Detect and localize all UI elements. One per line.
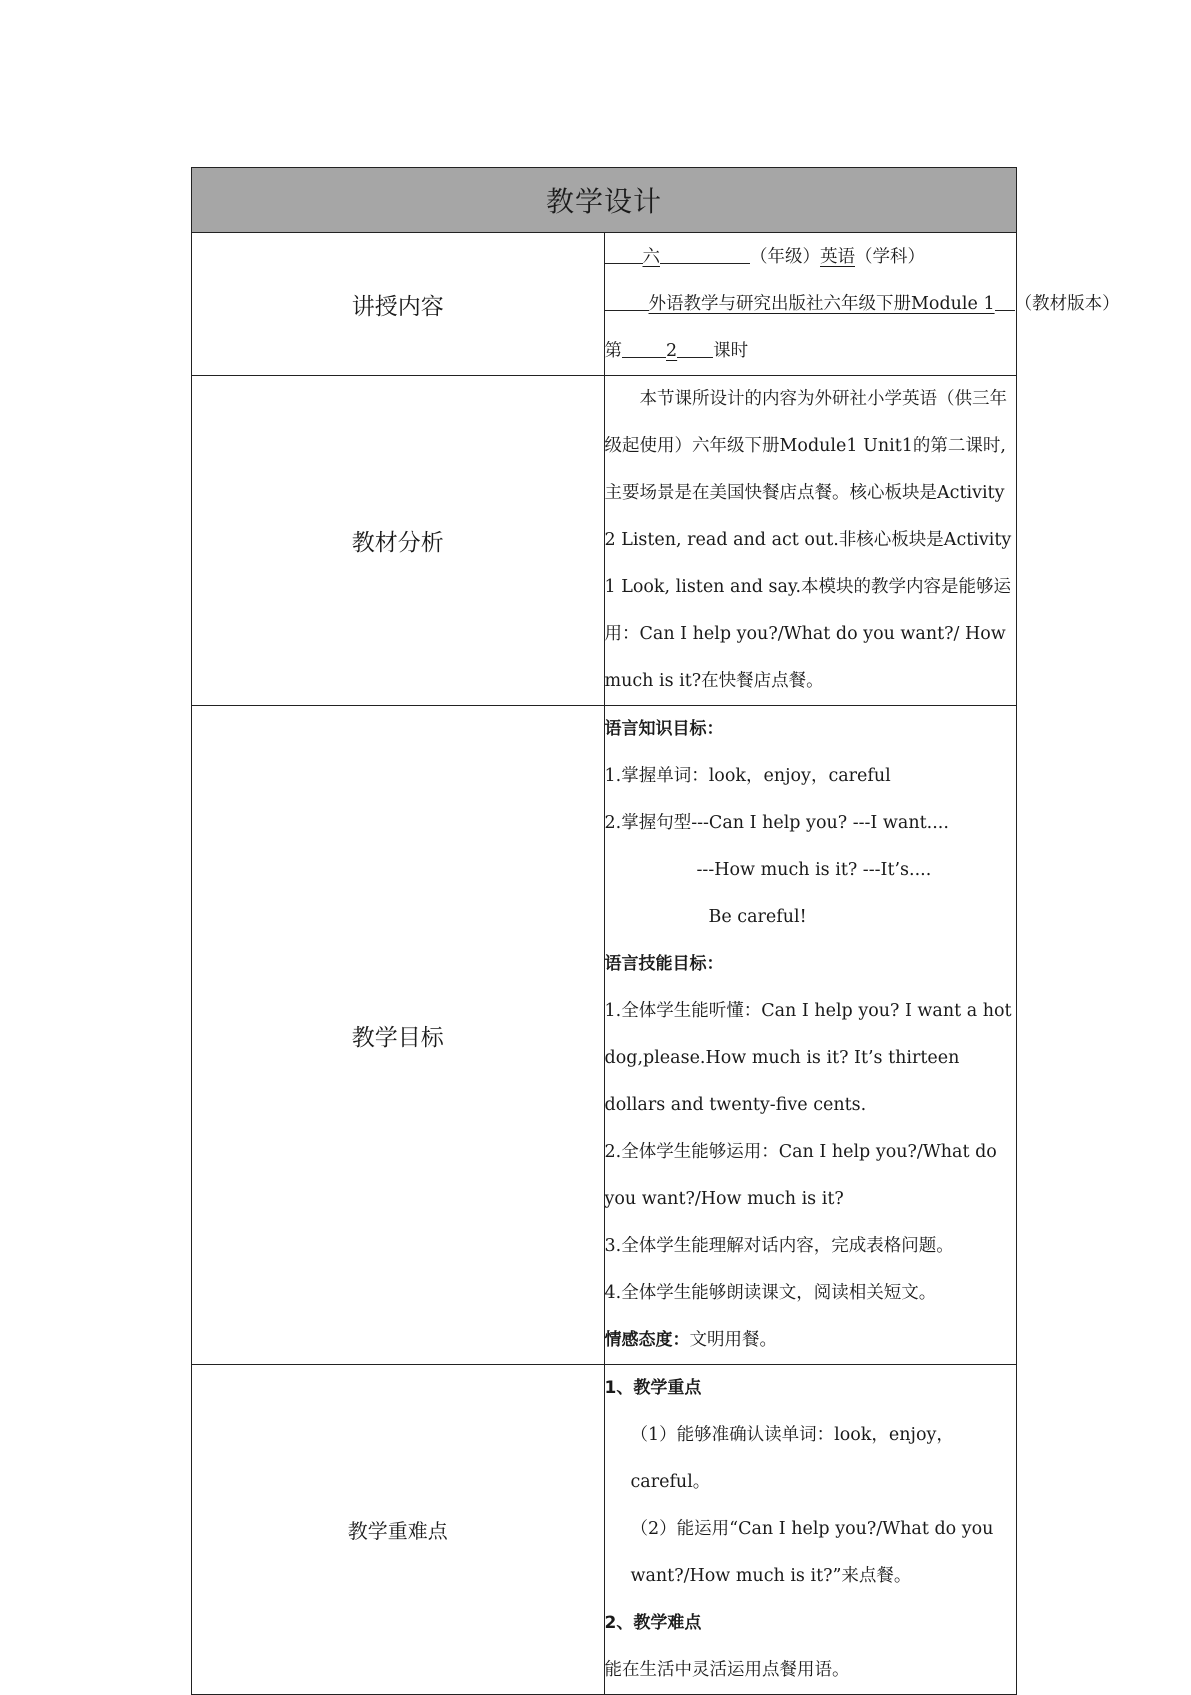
attitude-text: 文明用餐。 [689, 1330, 777, 1350]
content-cell [604, 233, 1120, 376]
lesson-plan-table [191, 167, 1120, 1695]
attitude-heading: 情感态度： [604, 1330, 690, 1350]
analysis-text: 本节课所设计的内容为外研社小学英语（供三年级起使用）六年级下册Module1 Unit1的第二课时,主要场景是在美国快餐店点餐。核心板块是Activity 2 Listen, read and act out.非核心板块是Activity 1 Look, listen and say.本模块的教学内容是能够运用：Can I help you?/What do you want?/ How much is it?在快餐店点餐。 [604, 389, 1012, 691]
skills-item-1: 1.全体学生能听懂：Can I help you? I want a hot dog,please.How much is it? It’s thirteen dollars and twenty-five cents. [604, 1001, 1012, 1115]
row-content [192, 233, 1017, 376]
lesson-number: 2 [666, 340, 678, 361]
focus-heading: 1、教学重点 [604, 1378, 702, 1398]
lesson-suffix: 课时 [713, 340, 749, 361]
row-keypoints [192, 1365, 1017, 1695]
textbook-value: 外语教学与研究出版社六年级下册Module 1 [648, 293, 995, 314]
subject-value: 英语 [820, 246, 855, 267]
row-analysis [192, 376, 1017, 706]
label-analysis: 教材分析 [192, 376, 605, 706]
objectives-cell [604, 706, 1017, 1365]
skills-item-2: 2.全体学生能够运用：Can I help you?/What do you want?/How much is it? [604, 1142, 997, 1209]
grade-suffix: （年级） [750, 246, 820, 267]
table-title: 教学设计 [192, 168, 1017, 233]
knowledge-item-1: 1.掌握单词：look，enjoy，careful [604, 766, 891, 786]
focus-item-2: （2）能运用“Can I help you?/What do you want?/How much is it?”来点餐。 [630, 1519, 994, 1586]
lesson-prefix: 第 [604, 340, 622, 361]
knowledge-heading: 语言知识目标： [604, 719, 724, 739]
skills-item-3: 3.全体学生能理解对话内容，完成表格问题。 [604, 1236, 954, 1256]
skills-item-4: 4.全体学生能够朗读课文，阅读相关短文。 [604, 1283, 937, 1303]
keypoints-cell [604, 1365, 1017, 1695]
skills-heading: 语言技能目标： [604, 954, 724, 974]
analysis-cell [604, 376, 1017, 706]
focus-item-1: （1）能够准确认读单词：look，enjoy，careful。 [630, 1425, 954, 1492]
difficulty-heading: 2、教学难点 [604, 1613, 702, 1633]
difficulty-item-1: 能在生活中灵活运用点餐用语。 [604, 1660, 850, 1680]
subject-suffix: （学科） [855, 246, 925, 267]
textbook-line [605, 281, 1120, 328]
grade-value: 六 [642, 246, 660, 267]
label-keypoints: 教学重难点 [192, 1365, 605, 1695]
knowledge-item-2: 2.掌握句型---Can I help you? ---I want.... [604, 813, 949, 833]
grade-subject-line [605, 234, 1017, 281]
row-objectives [192, 706, 1017, 1365]
knowledge-item-4: Be careful! [708, 907, 807, 927]
label-content: 讲授内容 [192, 233, 605, 376]
textbook-suffix: （教材版本） [1014, 293, 1120, 314]
label-objectives: 教学目标 [192, 706, 605, 1365]
attitude-line [605, 1317, 1017, 1364]
lesson-line [605, 328, 1017, 375]
knowledge-item-3: ---How much is it? ---It’s.... [696, 860, 932, 880]
